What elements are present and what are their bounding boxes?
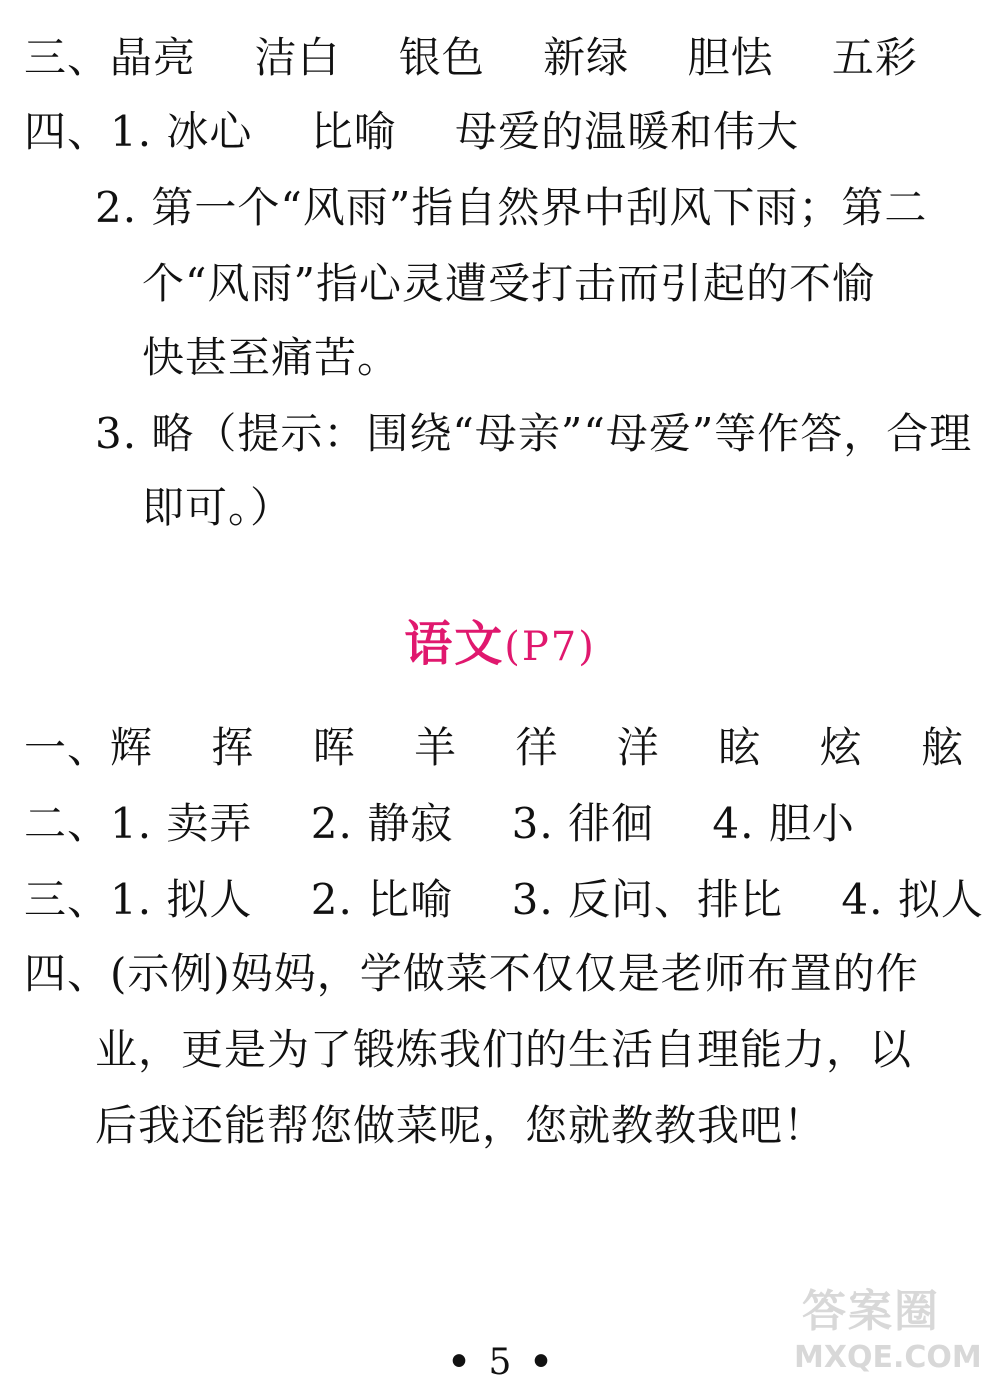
answer-term: 一、辉	[24, 723, 154, 772]
answer-term: 胆怯	[687, 33, 774, 82]
answer-line-section1-q4-3b: 即可。）	[142, 483, 294, 532]
answer-term: 眩	[718, 723, 762, 772]
answer-term: 五彩	[831, 33, 918, 82]
answer-line-section2-q1	[24, 720, 964, 776]
answer-line-section1-q4-2a: 2. 第一个“风雨”指自然界中刮风下雨；第二	[95, 183, 928, 232]
answer-term: 2. 静寂	[310, 799, 454, 848]
answer-term: 炫	[819, 723, 863, 772]
answer-line-section2-q4b: 业，更是为了锻炼我们的生活自理能力，以	[95, 1025, 913, 1074]
answer-term: 4. 拟人	[841, 875, 984, 924]
answer-line-section1-q4-2c: 快甚至痛苦。	[142, 333, 401, 382]
section-heading-page-ref: (P7)	[504, 624, 596, 670]
answer-term: 3. 徘徊	[511, 799, 655, 848]
answer-line-section1-q4-3a: 3. 略（提示：围绕“母亲”“母爱”等作答，合理	[95, 409, 973, 458]
answer-term: 挥	[211, 723, 255, 772]
answer-line-section1-q4-2b: 个“风雨”指心灵遭受打击而引起的不愉	[142, 259, 875, 308]
answer-line-section2-q3	[24, 872, 984, 928]
answer-term: 晖	[312, 723, 356, 772]
answer-line-section2-q4a: 四、(示例)妈妈，学做菜不仅仅是老师布置的作	[24, 949, 919, 998]
answer-line-section1-q3	[24, 30, 918, 86]
answer-term: 羊	[414, 723, 458, 772]
watermark-logo	[788, 1286, 988, 1382]
section-heading	[0, 612, 1000, 679]
answer-term: 洁白	[254, 33, 341, 82]
watermark-bottom-text: MXQE.COM	[794, 1340, 982, 1375]
answer-line-section2-q2	[24, 796, 855, 852]
answer-term: 比喻	[310, 107, 397, 156]
answer-line-section2-q4c: 后我还能帮您做菜呢，您就教教我吧！	[95, 1101, 827, 1150]
answer-term: 徉	[515, 723, 559, 772]
answer-term: 新绿	[543, 33, 630, 82]
answer-term: 二、1. 卖弄	[24, 799, 253, 848]
answer-term: 银色	[398, 33, 485, 82]
answer-term: 洋	[616, 723, 660, 772]
answer-term: 4. 胆小	[712, 799, 855, 848]
answer-term: 三、1. 拟人	[24, 875, 253, 924]
answer-term: 四、1. 冰心	[24, 107, 253, 156]
page-number-value: 5	[488, 1342, 512, 1383]
answer-term: 三、晶亮	[24, 33, 197, 82]
answer-term: 母爱的温暖和伟大	[455, 107, 800, 156]
answer-term: 舷	[921, 723, 965, 772]
answer-term: 3. 反问、排比	[511, 875, 784, 924]
section-heading-title: 语文	[404, 616, 505, 672]
page-number-dot-right: •	[529, 1341, 553, 1383]
answer-line-section1-q4-1	[24, 104, 799, 160]
answer-term: 2. 比喻	[310, 875, 454, 924]
watermark-top-text: 答案圈	[802, 1286, 940, 1337]
page-number-dot-left: •	[447, 1341, 471, 1383]
